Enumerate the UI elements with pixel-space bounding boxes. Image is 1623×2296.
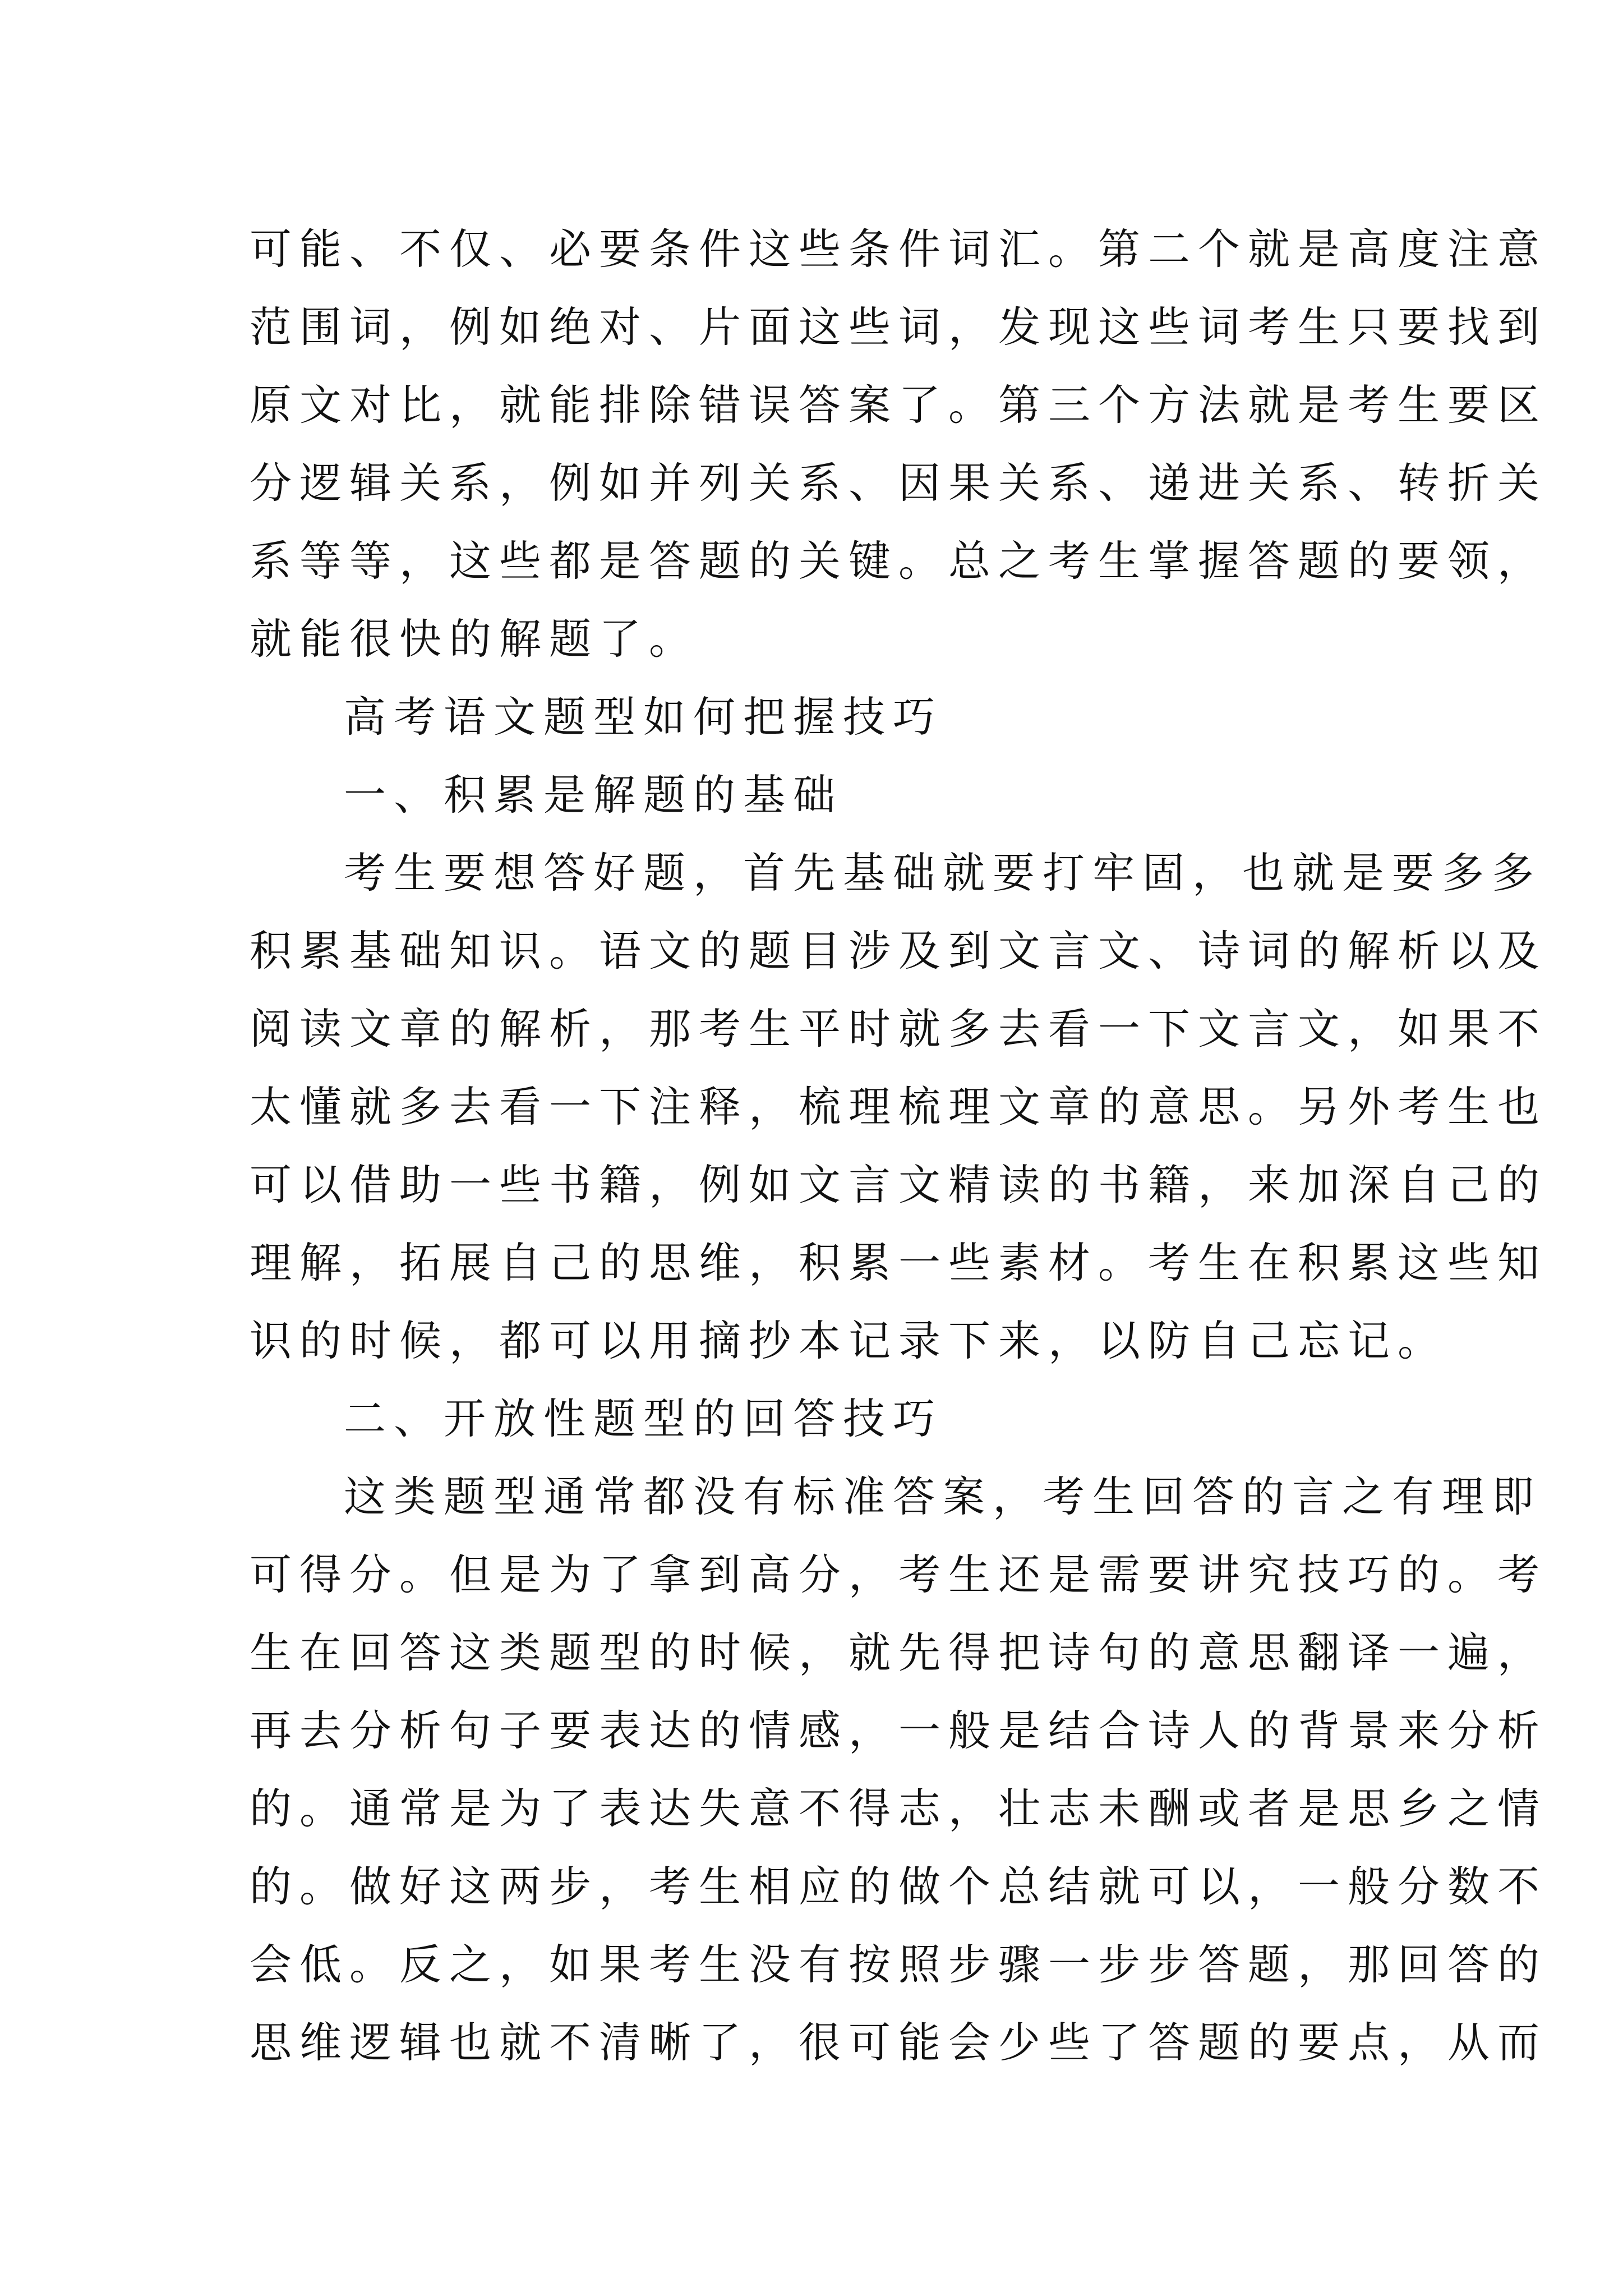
paragraph-line: 再去分析句子要表达的情感，一般是结合诗人的背景来分析 [250,1706,1548,1755]
section-title: 高考语文题型如何把握技巧 [344,692,943,742]
paragraph-line: 会低。反之，如果考生没有按照步骤一步步答题，那回答的 [250,1940,1548,1989]
paragraph-line: 阅读文章的解析，那考生平时就多去看一下文言文，如果不 [250,1004,1548,1053]
paragraph-line: 可以借助一些书籍，例如文言文精读的书籍，来加深自己的 [250,1160,1548,1209]
paragraph-line: 就能很快的解题了。 [250,614,699,664]
paragraph-line: 原文对比，就能排除错误答案了。第三个方法就是考生要区 [250,380,1548,430]
paragraph-line: 考生要想答好题，首先基础就要打牢固，也就是要多多 [344,848,1542,898]
paragraph-line: 生在回答这类题型的时候，就先得把诗句的意思翻译一遍， [250,1628,1548,1677]
paragraph-line: 理解，拓展自己的思维，积累一些素材。考生在积累这些知 [250,1238,1548,1287]
paragraph-line: 的。做好这两步，考生相应的做个总结就可以，一般分数不 [250,1862,1548,1911]
paragraph-line: 的。通常是为了表达失意不得志，壮志未酬或者是思乡之情 [250,1784,1548,1833]
paragraph-line: 积累基础知识。语文的题目涉及到文言文、诗词的解析以及 [250,926,1548,976]
paragraph-line: 可得分。但是为了拿到高分，考生还是需要讲究技巧的。考 [250,1550,1548,1599]
paragraph-line: 这类题型通常都没有标准答案，考生回答的言之有理即 [344,1472,1542,1521]
section-heading: 一、积累是解题的基础 [344,770,843,820]
paragraph-line: 可能、不仅、必要条件这些条件词汇。第二个就是高度注意 [250,224,1548,274]
paragraph-line: 分逻辑关系，例如并列关系、因果关系、递进关系、转折关 [250,458,1548,508]
paragraph-line: 太懂就多去看一下注释，梳理梳理文章的意思。另外考生也 [250,1082,1548,1131]
document-body [250,210,1548,2082]
section-heading: 二、开放性题型的回答技巧 [344,1394,943,1443]
paragraph-line: 思维逻辑也就不清晰了，很可能会少些了答题的要点，从而 [250,2018,1548,2067]
paragraph-line: 范围词，例如绝对、片面这些词，发现这些词考生只要找到 [250,302,1548,352]
paragraph-line: 系等等，这些都是答题的关键。总之考生掌握答题的要领， [250,536,1548,586]
paragraph-line: 识的时候，都可以用摘抄本记录下来，以防自己忘记。 [250,1316,1448,1365]
